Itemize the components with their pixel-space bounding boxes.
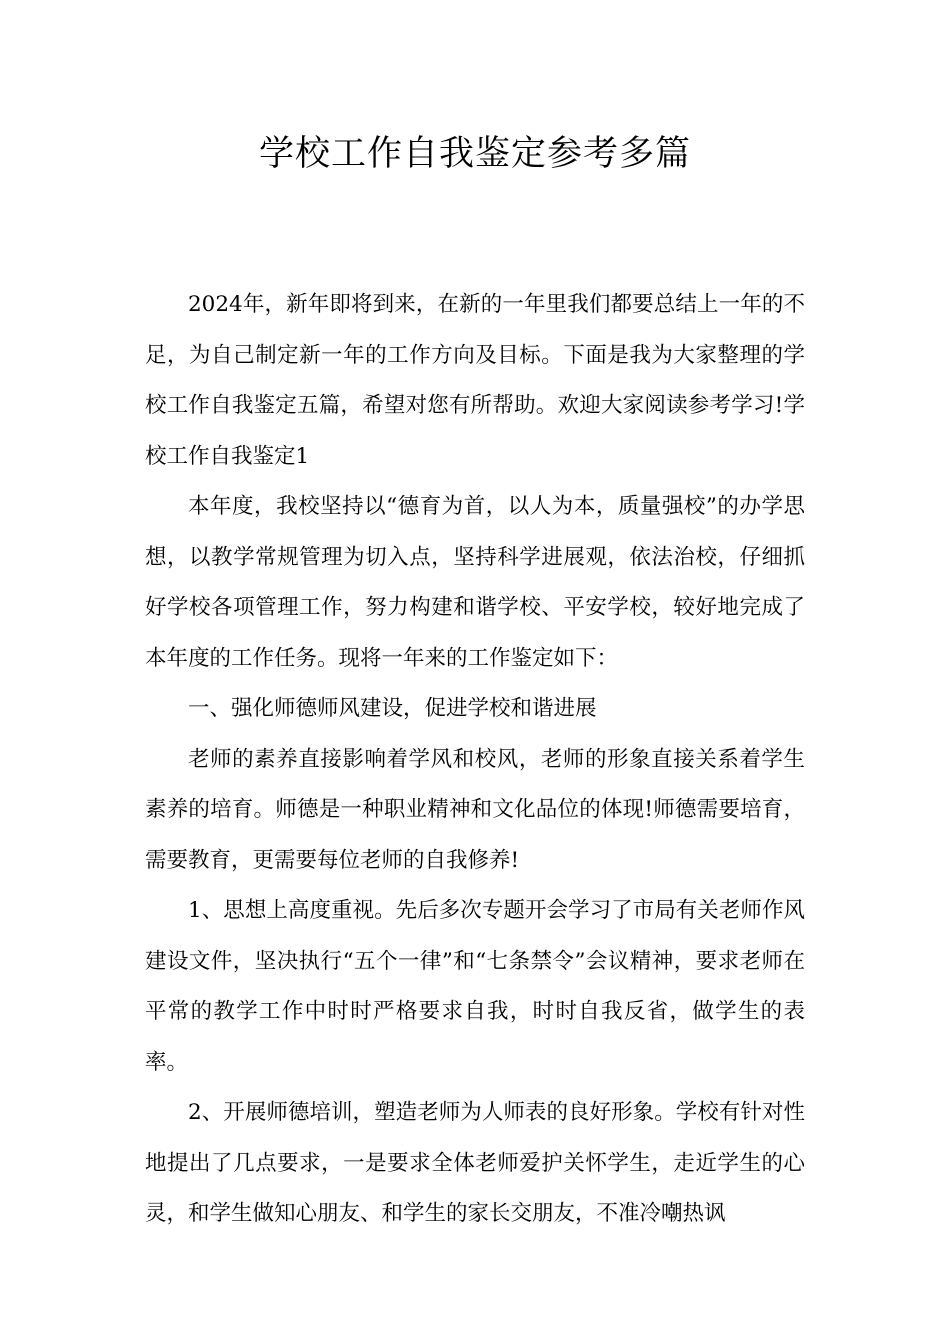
paragraph-item-2: 2、开展师德培训，塑造老师为人师表的良好形象。学校有针对性地提出了几点要求，一是要求全体老师爱护关怀学生，走近学生的心灵，和学生做知心朋友、和学生的家长交朋友，不准冷嘲热讽 [145, 1100, 805, 1226]
paragraph-teacher-quality: 老师的素养直接影响着学风和校风，老师的形象直接关系着学生素养的培育。师德是一种职业精神和文化品位的体现!师德需要培育，需要教育，更需要每位老师的自我修养! [145, 746, 805, 873]
paragraph-intro: 2024年，新年即将到来，在新的一年里我们都要总结上一年的不足，为自己制定新一年的工作方向及目标。下面是我为大家整理的学校工作自我鉴定五篇，希望对您有所帮助。欢迎大家阅读参考学习!学校工作自我鉴定1 [145, 292, 805, 469]
document-body [145, 280, 805, 1240]
section-heading-1: 一、强化师德师风建设，促进学校和谐进展 [188, 696, 597, 721]
document-title: 学校工作自我鉴定参考多篇 [258, 134, 691, 174]
paragraph-overview: 本年度，我校坚持以“德育为首，以人为本，质量强校”的办学思想，以教学常规管理为切入点，坚持科学进展观，依法治校，仔细抓好学校各项管理工作，努力构建和谐学校、平安学校，较好地完成了本年度的工作任务。现将一年来的工作鉴定如下： [145, 494, 805, 671]
paragraph-item-1: 1、思想上高度重视。先后多次专题开会学习了市局有关老师作风建设文件，坚决执行“五个一律”和“七条禁令”会议精神，要求老师在平常的教学工作中时时严格要求自我，时时自我反省，做学生的表率。 [145, 898, 805, 1075]
